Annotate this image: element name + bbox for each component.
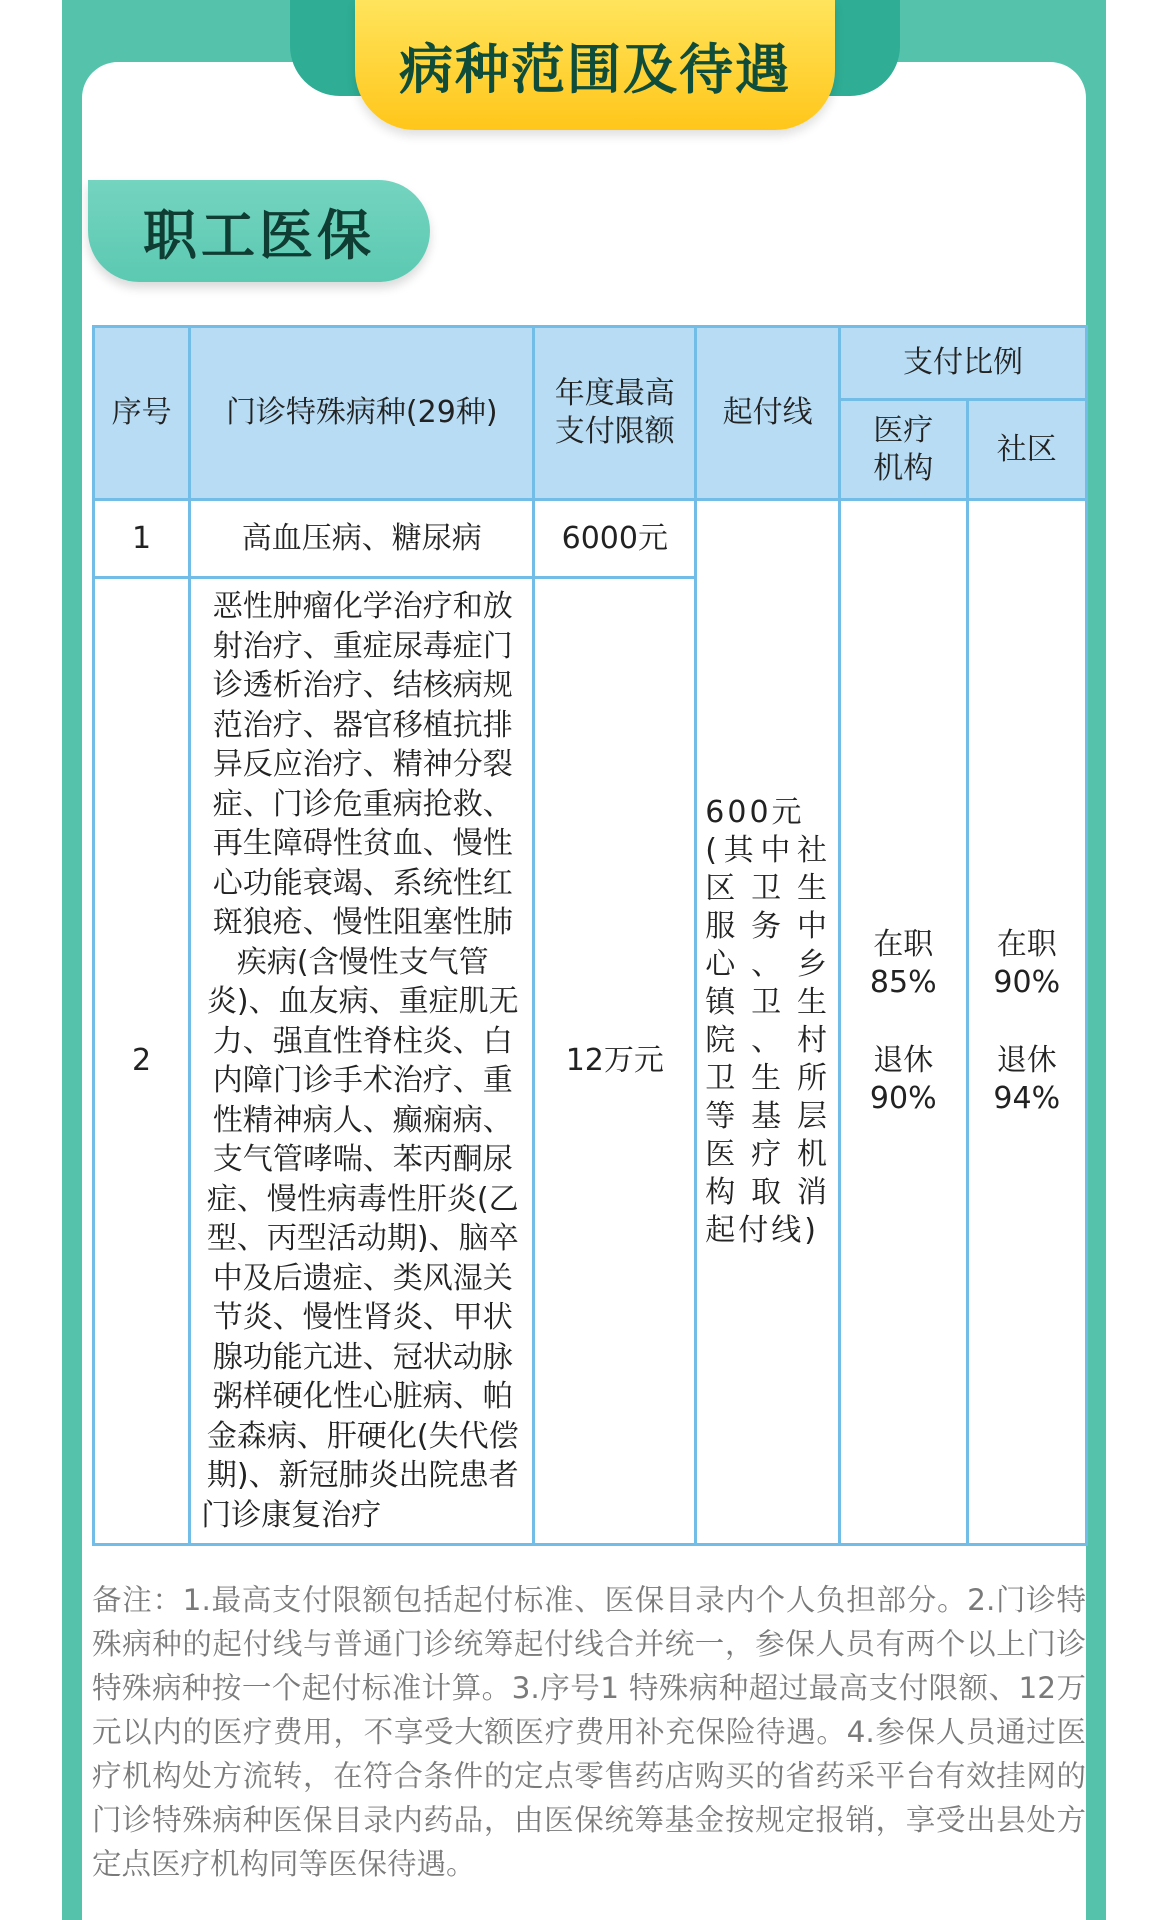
row-1-disease: 高血压病、糖尿病 [190,500,534,578]
medical-employed-label: 在职 [873,927,934,962]
ratio-medical-cell [840,500,968,1545]
row-1-annual-limit: 6000元 [534,500,696,578]
header-annual-limit: 年度最高支付限额 [534,327,696,500]
medical-retired-value: 90% [869,1081,937,1116]
medical-employed-value: 85% [869,965,937,1000]
header-threshold: 起付线 [696,327,840,500]
row-2-disease: 恶性肿瘤化学治疗和放射治疗、重症尿毒症门诊透析治疗、结核病规范治疗、器官移植抗排异反应治疗、精神分裂症、门诊危重病抢救、再生障碍性贫血、慢性心功能衰竭、系统性红斑狼疮、慢性阻塞性肺疾病(含慢性支气管炎)、血友病、重症肌无力、强直性脊柱炎、白内障门诊手术治疗、重性精神病人、癫痫病、支气管哮喘、苯丙酮尿症、慢性病毒性肝炎(乙型、丙型活动期)、脑卒中及后遗症、类风湿关节炎、慢性肾炎、甲状腺功能亢进、冠状动脉粥样硬化性心脏病、帕金森病、肝硬化(失代偿期)、新冠肺炎出院患者门诊康复治疗 [190,578,534,1545]
header-disease: 门诊特殊病种(29种) [190,327,534,500]
row-2-seq: 2 [94,578,190,1545]
community-employed-label: 在职 [996,927,1057,962]
header-ratio-community: 社区 [967,400,1086,500]
section-tab [88,180,430,282]
row-1-seq: 1 [94,500,190,578]
threshold-cell [696,500,840,1545]
header-ratio-medical: 医疗机构 [840,400,968,500]
row-2-annual-limit: 12万元 [534,578,696,1545]
threshold-note: (其中社区卫生服务中心、乡镇卫生院、村卫生所等基层医疗机构取消起付线) [705,833,830,1248]
header-seq: 序号 [94,327,190,500]
community-retired-label: 退休 [996,1043,1057,1078]
community-retired-value: 94% [993,1081,1061,1116]
title-banner [355,0,835,130]
section-title: 职工医保 [143,203,375,267]
medical-retired-label: 退休 [873,1043,934,1078]
benefits-table [92,325,1088,1546]
ratio-community-cell [967,500,1086,1545]
threshold-amount: 600元 [705,795,805,830]
banner-title: 病种范围及待遇 [399,37,791,101]
community-employed-value: 90% [993,965,1061,1000]
table-row [94,500,1087,578]
footnote: 备注：1.最高支付限额包括起付标准、医保目录内个人负担部分。2.门诊特殊病种的起付线与普通门诊统筹起付线合并统一，参保人员有两个以上门诊特殊病种按一个起付标准计算。3.序号1 特殊病种超过最高支付限额、12万元以内的医疗费用，不享受大额医疗费用补充保险待遇。4.参保人员通过医疗机构处方流转，在符合条件的定点零售药店购买的省药采平台有效挂网的门诊特殊病种医保目录内药品，由医保统筹基金按规定报销，享受出县处方定点医疗机构同等医保待遇。 [92,1583,1086,1881]
header-ratio-group: 支付比例 [840,327,1087,400]
